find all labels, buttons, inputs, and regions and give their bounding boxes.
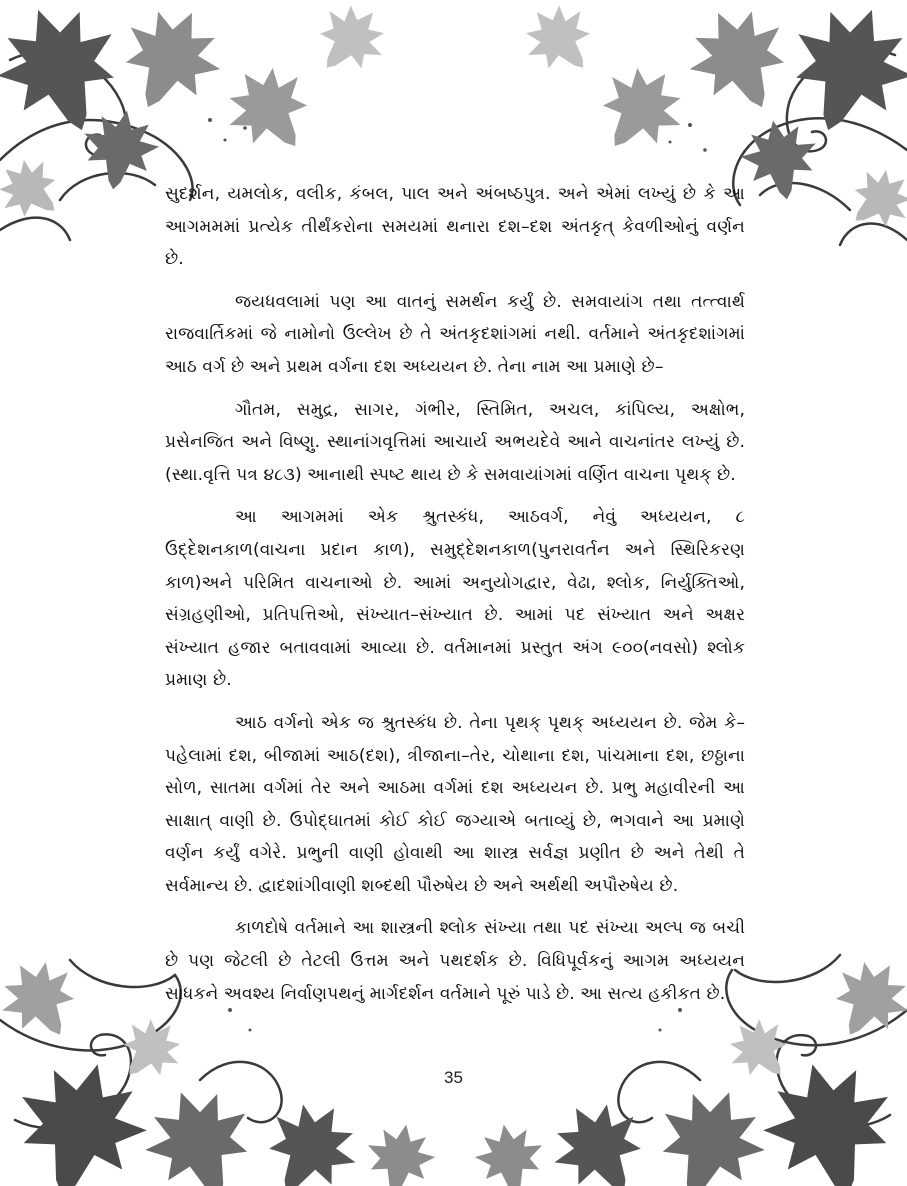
paragraph-6: કાળદોષે વર્તમાને આ શાસ્ત્રની શ્લોક સંખ્યા તથા પદ સંખ્યા અલ્પ જ બચી છે પણ જેટલી છે તેટલી ઉત્તમ અને પથદર્શક છે. વિધિપૂર્વકનું આગમ અધ્યયન સાધકને અવશ્ય નિર્વાણપથનું માર્ગદર્શન વર્તમાને પૂરું પાડે છે. આ સત્ય હકીકત છે.	[165, 918, 745, 1004]
paragraph-2: જયધવલામાં પણ આ વાતનું સમર્થન કર્યું છે. સમવાયાંગ તથા તત્ત્વાર્થ રાજવાર્તિકમાં જે નામોનો ઉલ્લેખ છે તે અંતકૃદશાંગમાં નથી. વર્તમાને અંતકૃદશાંગમાં આઠ વર્ગ છે અને પ્રથમ વર્ગના દશ અધ્યયન છે. તેના નામ આ પ્રમાણે છે–	[165, 291, 745, 377]
paragraph-3: ગૌતમ, સમુદ્ર, સાગર, ગંભીર, સ્તિમિત, અચલ, કાંપિલ્ય, અક્ષોભ, પ્રસેનજિત અને વિષ્ણુ. સ્થાનાંગવૃત્તિમાં આચાર્ય અભયદેવે આને વાચનાંતર લખ્યું છે.(સ્થા.વૃત્તિ પત્ર ૪૮૩) આનાથી સ્પષ્ટ થાય છે કે સમવાયાંગમાં વર્ણિત વાચના પૃથક્ છે.	[165, 399, 745, 485]
paragraph-4: આ આગમમાં એક શ્રુતસ્કંધ, આઠવર્ગ, નેવું અધ્યયન, ૮ ઉદ્દેશનકાળ(વાચના પ્રદાન કાળ), સમુદ્દેશનકાળ(પુનરાવર્તન અને સ્થિરિકરણ કાળ)અને પરિમિત વાચનાઓ છે. આમાં અનુયોગદ્વાર, વેઢા, શ્લોક, નિર્યુક્તિઓ, સંગ્રહણીઓ, પ્રતિપત્તિઓ, સંખ્યાત–સંખ્યાત છે. આમાં પદ સંખ્યાત અને અક્ષર સંખ્યાત હજાર બતાવવામાં આવ્યા છે. વર્તમાનમાં પ્રસ્તુત અંગ ૯૦૦(નવસો) શ્લોક પ્રમાણ છે.	[165, 507, 745, 691]
page-number: 35	[444, 1068, 463, 1087]
paragraph-5: આઠ વર્ગનો એક જ શ્રુતસ્કંધ છે. તેના પૃથક્ પૃથક્ અધ્યયન છે. જેમ કે– પહેલામાં દશ, બીજામાં આઠ(દશ), ત્રીજાના–તેર, ચોથાના દશ, પાંચમાના દશ, છઠ્ઠાના સોળ, સાતમા વર્ગમાં તેર અને આઠમા વર્ગમાં દશ અધ્યયન છે. પ્રભુ મહાવીરની આ સાક્ષાત્ વાણી છે. ઉપોદ્ઘાતમાં કોઈ કોઈ જગ્યાએ બતાવ્યું છે, ભગવાને આ પ્રમાણે વર્ણન કર્યું વગેરે. પ્રભુની વાણી હોવાથી આ શાસ્ત્ર સર્વજ્ઞ પ્રણીત છે અને તેથી તે સર્વમાન્ય છે. દ્વાદશાંગીવાણી શબ્દથી પૌરુષેય છે અને અર્થથી અપૌરુષેય છે.	[165, 712, 745, 896]
paragraph-1: સુદર્શન, યમલોક, વલીક, કંબલ, પાલ અને અંબષ્ઠપુત્ર. અને એમાં લખ્યું છે કે આ આગમમમાં પ્રત્યેક તીર્થંકરોના સમયમાં થનારા દશ–દશ અંતકૃત્ કેવળીઓનું વર્ણન છે.	[165, 184, 745, 270]
page-body	[165, 178, 745, 1020]
